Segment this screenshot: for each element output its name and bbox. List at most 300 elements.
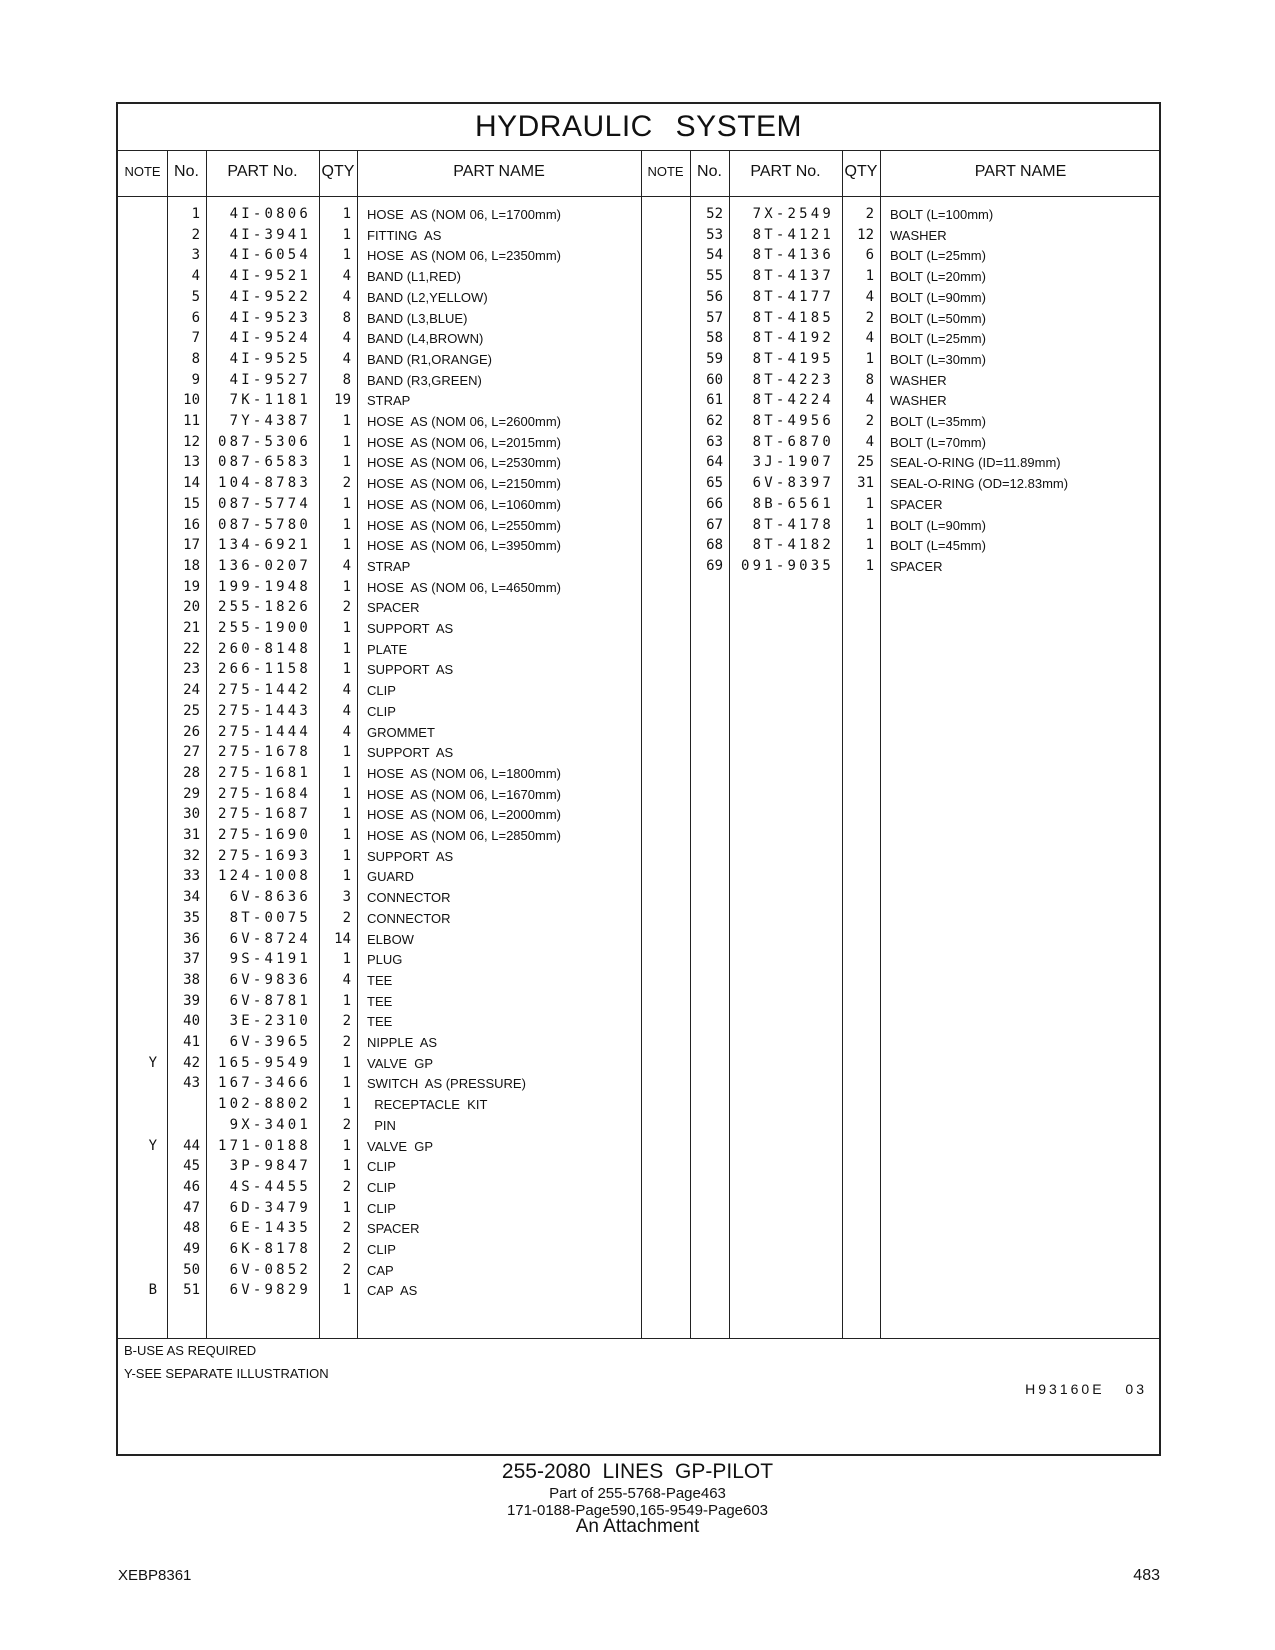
part-name-cell: FITTING AS: [367, 227, 442, 243]
part-name-cell: CLIP: [367, 703, 396, 719]
quantity-cell: 4: [865, 392, 874, 409]
part-number-cell: 275-1693: [217, 847, 311, 864]
part-name-cell: BOLT (L=90mm): [890, 289, 986, 305]
part-number-cell: 3E-2310: [229, 1013, 311, 1030]
item-number-cell: 33: [183, 868, 200, 885]
item-number-cell: 57: [706, 309, 723, 326]
quantity-cell: 1: [342, 764, 351, 781]
quantity-cell: 1: [342, 454, 351, 471]
item-number-cell: 30: [183, 806, 200, 823]
table-row: [118, 452, 641, 473]
part-number-cell: 275-1443: [217, 702, 311, 719]
part-name-cell: HOSE AS (NOM 06, L=1670mm): [367, 786, 561, 802]
quantity-cell: 2: [342, 909, 351, 926]
table-row: [118, 1053, 641, 1074]
item-number-cell: 44: [183, 1137, 200, 1154]
quantity-cell: 25: [857, 454, 874, 471]
quantity-cell: 1: [342, 847, 351, 864]
part-name-cell: HOSE AS (NOM 06, L=1700mm): [367, 207, 561, 222]
part-number-cell: 4I-9522: [229, 288, 311, 305]
quantity-cell: 12: [857, 226, 874, 243]
part-name-cell: PLATE: [367, 641, 408, 657]
quantity-cell: 2: [865, 206, 874, 222]
part-name-cell: HOSE AS (NOM 06, L=1800mm): [367, 765, 561, 781]
part-number-cell: 134-6921: [217, 537, 311, 554]
part-name-cell: BAND (L3,BLUE): [367, 310, 468, 326]
quantity-cell: 2: [342, 1178, 351, 1195]
part-number-cell: 136-0207: [217, 557, 311, 574]
table-row: [118, 846, 641, 867]
table-row: [118, 680, 641, 701]
table-row: [641, 204, 1164, 225]
part-name-cell: TEE: [367, 1014, 393, 1030]
part-number-cell: 255-1900: [217, 620, 311, 636]
quantity-cell: 1: [342, 785, 351, 802]
footnote-y: Y-SEE SEPARATE ILLUSTRATION: [124, 1366, 329, 1381]
part-number-cell: 8T-4185: [752, 309, 834, 326]
part-number-cell: 6V-9836: [229, 971, 311, 988]
note-cell: B: [148, 1282, 157, 1299]
part-name-cell: BAND (L4,BROWN): [367, 331, 484, 347]
quantity-cell: 4: [342, 288, 351, 305]
quantity-cell: 1: [342, 744, 351, 761]
item-number-cell: 37: [183, 951, 200, 968]
quantity-cell: 4: [342, 971, 351, 988]
table-row: [118, 1239, 641, 1260]
part-name-cell: SPACER: [890, 558, 943, 574]
table-row: [118, 535, 641, 556]
item-number-cell: 16: [183, 516, 200, 533]
table-row: [118, 1011, 641, 1032]
part-name-cell: STRAP: [367, 393, 411, 409]
part-name-cell: SEAL-O-RING (ID=11.89mm): [890, 455, 1061, 471]
part-number-cell: 6V-8636: [229, 889, 311, 906]
part-number-cell: 6V-8724: [229, 930, 311, 947]
item-number-cell: 9: [191, 371, 200, 388]
part-number-cell: 3J-1907: [752, 454, 834, 471]
item-number-cell: 11: [183, 413, 200, 429]
table-body: [118, 196, 1159, 1338]
part-number-cell: 087-5306: [217, 433, 311, 450]
quantity-cell: 1: [342, 1158, 351, 1175]
part-name-cell: CLIP: [367, 1242, 396, 1257]
part-name-cell: BAND (L1,RED): [367, 269, 461, 285]
table-row: [118, 515, 641, 536]
drawing-code: H93160E 03: [1025, 1381, 1147, 1397]
item-number-cell: 23: [183, 661, 200, 678]
item-number-cell: 49: [183, 1241, 200, 1257]
item-number-cell: 56: [706, 288, 723, 305]
quantity-cell: 1: [342, 1282, 351, 1299]
part-number-cell: 124-1008: [217, 868, 311, 885]
item-number-cell: 59: [706, 350, 723, 367]
part-name-cell: SUPPORT AS: [367, 621, 454, 636]
part-number-cell: 6V-8781: [229, 992, 311, 1009]
table-row: [118, 1094, 641, 1115]
item-number-cell: 19: [183, 578, 200, 595]
part-number-cell: 3P-9847: [229, 1158, 311, 1175]
part-number-cell: 275-1690: [217, 827, 311, 843]
part-name-cell: BOLT (L=50mm): [890, 310, 986, 326]
part-name-cell: HOSE AS (NOM 06, L=2600mm): [367, 414, 561, 429]
part-number-cell: 6K-8178: [229, 1241, 311, 1257]
quantity-cell: 8: [342, 309, 351, 326]
part-number-cell: 275-1444: [217, 723, 311, 740]
part-number-cell: 9S-4191: [229, 951, 311, 968]
table-row: [641, 494, 1164, 515]
part-name-cell: SPACER: [367, 600, 420, 616]
item-number-cell: 46: [183, 1178, 200, 1195]
part-name-cell: SWITCH AS (PRESSURE): [367, 1076, 526, 1092]
quantity-cell: 2: [342, 475, 351, 492]
item-number-cell: 62: [706, 413, 723, 429]
part-name-cell: TEE: [367, 972, 393, 988]
part-name-cell: VALVE GP: [367, 1138, 433, 1154]
quantity-cell: 1: [342, 413, 351, 429]
quantity-cell: 2: [342, 1034, 351, 1050]
quantity-cell: 2: [342, 1241, 351, 1257]
quantity-cell: 1: [342, 992, 351, 1009]
part-name-cell: BOLT (L=20mm): [890, 269, 986, 285]
part-number-cell: 6V-9829: [229, 1282, 311, 1299]
part-name-cell: SPACER: [367, 1221, 420, 1237]
quantity-cell: 1: [342, 827, 351, 843]
table-row: [118, 825, 641, 846]
part-name-cell: VALVE GP: [367, 1055, 433, 1071]
item-number-cell: 29: [183, 785, 200, 802]
quantity-cell: 2: [342, 1261, 351, 1278]
item-number-cell: 54: [706, 247, 723, 264]
item-number-cell: 64: [706, 454, 723, 471]
table-row: [118, 1177, 641, 1198]
header-qty-left: QTY: [321, 163, 355, 180]
table-row: [641, 370, 1164, 391]
item-number-cell: 51: [183, 1282, 200, 1299]
header-note-right: NOTE: [647, 164, 684, 179]
quantity-cell: 1: [342, 226, 351, 243]
table-row: [118, 949, 641, 970]
item-number-cell: 6: [191, 309, 200, 326]
table-row: [118, 225, 641, 246]
table-row: [641, 452, 1164, 473]
item-number-cell: 18: [183, 557, 200, 574]
table-row: [118, 287, 641, 308]
table-row: [118, 639, 641, 660]
item-number-cell: 22: [183, 640, 200, 657]
quantity-cell: 4: [342, 268, 351, 285]
part-name-cell: CAP AS: [367, 1283, 418, 1299]
item-number-cell: 60: [706, 371, 723, 388]
part-name-cell: WASHER: [890, 393, 947, 409]
table-row: [118, 308, 641, 329]
part-number-cell: 8T-4178: [752, 516, 834, 533]
table-row: [641, 390, 1164, 411]
note-cell: Y: [148, 1137, 157, 1154]
item-number-cell: 66: [706, 495, 723, 512]
part-name-cell: PLUG: [367, 952, 403, 968]
item-number-cell: 68: [706, 537, 723, 554]
caption-attachment: An Attachment: [575, 1516, 700, 1537]
part-number-cell: 4I-6054: [229, 247, 311, 264]
part-number-cell: 9X-3401: [229, 1116, 311, 1133]
quantity-cell: 1: [342, 951, 351, 968]
table-row: [118, 970, 641, 991]
quantity-cell: 3: [342, 889, 351, 906]
header-part-no-left: PART No.: [227, 163, 298, 180]
quantity-cell: 1: [865, 268, 874, 285]
quantity-cell: 8: [342, 371, 351, 388]
part-name-cell: NIPPLE AS: [367, 1035, 438, 1050]
quantity-cell: 1: [342, 516, 351, 533]
part-number-cell: 8T-0075: [229, 909, 311, 926]
part-name-cell: HOSE AS (NOM 06, L=2530mm): [367, 455, 561, 471]
table-row: [118, 1260, 641, 1281]
table-row: [641, 287, 1164, 308]
part-name-cell: CAP: [367, 1262, 394, 1278]
quantity-cell: 1: [865, 495, 874, 512]
item-number-cell: 39: [183, 992, 200, 1009]
table-row: [118, 370, 641, 391]
table-row: [118, 1115, 641, 1136]
item-number-cell: 52: [706, 206, 723, 222]
part-number-cell: 4I-9523: [229, 309, 311, 326]
table-row: [118, 1136, 641, 1157]
quantity-cell: 1: [342, 433, 351, 450]
part-number-cell: 171-0188: [217, 1137, 311, 1154]
item-number-cell: 24: [183, 682, 200, 699]
item-number-cell: 4: [191, 268, 200, 285]
item-number-cell: 40: [183, 1013, 200, 1030]
quantity-cell: 6: [865, 247, 874, 264]
table-row: [118, 204, 641, 225]
table-row: [118, 887, 641, 908]
table-row: [118, 908, 641, 929]
part-number-cell: 6E-1435: [229, 1220, 311, 1237]
item-number-cell: 7: [191, 330, 200, 347]
item-number-cell: 32: [183, 847, 200, 864]
quantity-cell: 1: [342, 495, 351, 512]
table-row: [641, 308, 1164, 329]
quantity-cell: 1: [342, 206, 351, 222]
header-qty-right: QTY: [844, 163, 878, 180]
quantity-cell: 4: [342, 702, 351, 719]
part-number-cell: 8T-4182: [752, 537, 834, 554]
item-number-cell: 65: [706, 475, 723, 492]
table-header: [118, 150, 1159, 197]
item-number-cell: 41: [183, 1034, 200, 1050]
header-part-no-right: PART No.: [750, 163, 821, 180]
item-number-cell: 21: [183, 620, 200, 636]
table-row: [118, 390, 641, 411]
item-number-cell: 15: [183, 495, 200, 512]
table-row: [118, 1218, 641, 1239]
item-number-cell: 25: [183, 702, 200, 719]
table-row: [641, 432, 1164, 453]
quantity-cell: 4: [865, 288, 874, 305]
quantity-cell: 1: [342, 247, 351, 264]
part-name-cell: BAND (L2,YELLOW): [367, 289, 488, 305]
quantity-cell: 1: [342, 1096, 351, 1113]
item-number-cell: 14: [183, 475, 200, 492]
quantity-cell: 2: [342, 599, 351, 616]
part-name-cell: BOLT (L=35mm): [890, 414, 986, 429]
header-part-name-left: PART NAME: [453, 163, 545, 180]
item-number-cell: 61: [706, 392, 723, 409]
item-number-cell: 53: [706, 226, 723, 243]
item-number-cell: 28: [183, 764, 200, 781]
part-name-cell: HOSE AS (NOM 06, L=2350mm): [367, 248, 561, 264]
note-cell: Y: [148, 1054, 157, 1071]
part-name-cell: PIN: [367, 1117, 396, 1133]
quantity-cell: 1: [342, 537, 351, 554]
table-row: [118, 804, 641, 825]
part-number-cell: 7K-1181: [229, 392, 311, 409]
part-number-cell: 8T-4192: [752, 330, 834, 347]
part-number-cell: 102-8802: [217, 1096, 311, 1113]
part-number-cell: 275-1681: [217, 764, 311, 781]
item-number-cell: 10: [183, 392, 200, 409]
part-number-cell: 8T-4137: [752, 268, 834, 285]
table-row: [641, 535, 1164, 556]
table-row: [118, 1198, 641, 1219]
part-name-cell: SUPPORT AS: [367, 662, 454, 678]
item-number-cell: 35: [183, 909, 200, 926]
item-number-cell: 45: [183, 1158, 200, 1175]
item-number-cell: 58: [706, 330, 723, 347]
page-number: 483: [1133, 1567, 1160, 1584]
part-number-cell: 087-5780: [217, 516, 311, 533]
part-name-cell: GROMMET: [367, 724, 435, 740]
part-name-cell: HOSE AS (NOM 06, L=4650mm): [367, 579, 561, 595]
part-name-cell: CONNECTOR: [367, 910, 451, 926]
part-name-cell: HOSE AS (NOM 06, L=2150mm): [367, 476, 561, 492]
part-name-cell: BOLT (L=45mm): [890, 538, 986, 554]
quantity-cell: 4: [865, 330, 874, 347]
table-row: [118, 473, 641, 494]
part-name-cell: SEAL-O-RING (OD=12.83mm): [890, 476, 1069, 492]
quantity-cell: 2: [342, 1116, 351, 1133]
part-number-cell: 266-1158: [217, 661, 311, 678]
table-row: [641, 515, 1164, 536]
table-row: [118, 722, 641, 743]
part-number-cell: 8B-6561: [752, 495, 834, 512]
part-number-cell: 7Y-4387: [229, 413, 311, 429]
parts-table-frame: [116, 102, 1161, 1456]
part-name-cell: STRAP: [367, 558, 411, 574]
quantity-cell: 1: [342, 578, 351, 595]
quantity-cell: 4: [342, 350, 351, 367]
quantity-cell: 1: [342, 661, 351, 678]
part-number-cell: 8T-4223: [752, 371, 834, 388]
part-name-cell: SUPPORT AS: [367, 848, 454, 864]
part-name-cell: SUPPORT AS: [367, 745, 454, 761]
document-number: XEBP8361: [118, 1567, 192, 1584]
caption-references: 171-0188-Page590,165-9549-Page603: [506, 1502, 769, 1519]
part-name-cell: ELBOW: [367, 931, 414, 947]
part-number-cell: 091-9035: [740, 557, 834, 574]
header-no-right: No.: [697, 163, 722, 180]
caption-part-of: Part of 255-5768-Page463: [549, 1485, 726, 1502]
part-name-cell: CONNECTOR: [367, 890, 451, 906]
table-row: [641, 411, 1164, 432]
quantity-cell: 1: [865, 516, 874, 533]
table-row: [118, 494, 641, 515]
quantity-cell: 1: [342, 1054, 351, 1071]
item-number-cell: 20: [183, 599, 200, 616]
table-row: [118, 991, 641, 1012]
table-row: [641, 245, 1164, 266]
quantity-cell: 14: [334, 930, 351, 947]
quantity-cell: 4: [342, 330, 351, 347]
table-row: [118, 866, 641, 887]
quantity-cell: 1: [865, 537, 874, 554]
part-name-cell: CLIP: [367, 1159, 396, 1175]
table-row: [118, 618, 641, 639]
item-number-cell: 2: [191, 226, 200, 243]
part-number-cell: 7X-2549: [752, 206, 834, 222]
part-number-cell: 6V-3965: [229, 1034, 311, 1050]
table-row: [641, 225, 1164, 246]
quantity-cell: 2: [342, 1013, 351, 1030]
quantity-cell: 8: [865, 371, 874, 388]
quantity-cell: 4: [342, 682, 351, 699]
part-number-cell: 255-1826: [217, 599, 311, 616]
table-row: [118, 742, 641, 763]
quantity-cell: 4: [342, 723, 351, 740]
item-number-cell: 34: [183, 889, 200, 906]
part-name-cell: HOSE AS (NOM 06, L=2015mm): [367, 434, 561, 450]
table-row: [118, 597, 641, 618]
item-number-cell: 3: [191, 247, 200, 264]
part-name-cell: BOLT (L=70mm): [890, 434, 986, 450]
table-row: [118, 763, 641, 784]
quantity-cell: 4: [342, 557, 351, 574]
part-number-cell: 8T-4195: [752, 350, 834, 367]
part-number-cell: 4I-3941: [229, 226, 311, 243]
part-number-cell: 260-8148: [217, 640, 311, 657]
part-name-cell: BOLT (L=25mm): [890, 248, 986, 264]
item-number-cell: 8: [191, 350, 200, 367]
table-row: [118, 556, 641, 577]
part-name-cell: HOSE AS (NOM 06, L=2000mm): [367, 807, 561, 823]
part-name-cell: HOSE AS (NOM 06, L=1060mm): [367, 496, 561, 512]
table-row: [118, 1156, 641, 1177]
part-name-cell: CLIP: [367, 1179, 396, 1195]
part-name-cell: HOSE AS (NOM 06, L=2850mm): [367, 828, 561, 843]
item-number-cell: 42: [183, 1054, 200, 1071]
part-name-cell: TEE: [367, 993, 393, 1009]
table-row: [641, 328, 1164, 349]
item-number-cell: 12: [183, 433, 200, 450]
table-row: [118, 929, 641, 950]
item-number-cell: 26: [183, 723, 200, 740]
item-number-cell: 63: [706, 433, 723, 450]
item-number-cell: 13: [183, 454, 200, 471]
part-number-cell: 275-1684: [217, 785, 311, 802]
table-row: [118, 1280, 641, 1301]
quantity-cell: 1: [342, 640, 351, 657]
item-number-cell: 50: [183, 1261, 200, 1278]
part-name-cell: CLIP: [367, 1200, 396, 1216]
header-note-left: NOTE: [124, 164, 161, 179]
part-number-cell: 6V-0852: [229, 1261, 311, 1278]
header-no-left: No.: [174, 163, 199, 180]
part-number-cell: 104-8783: [217, 475, 311, 492]
part-number-cell: 4I-0806: [229, 206, 311, 222]
part-number-cell: 199-1948: [217, 578, 311, 595]
table-row: [118, 266, 641, 287]
item-number-cell: 47: [183, 1199, 200, 1216]
